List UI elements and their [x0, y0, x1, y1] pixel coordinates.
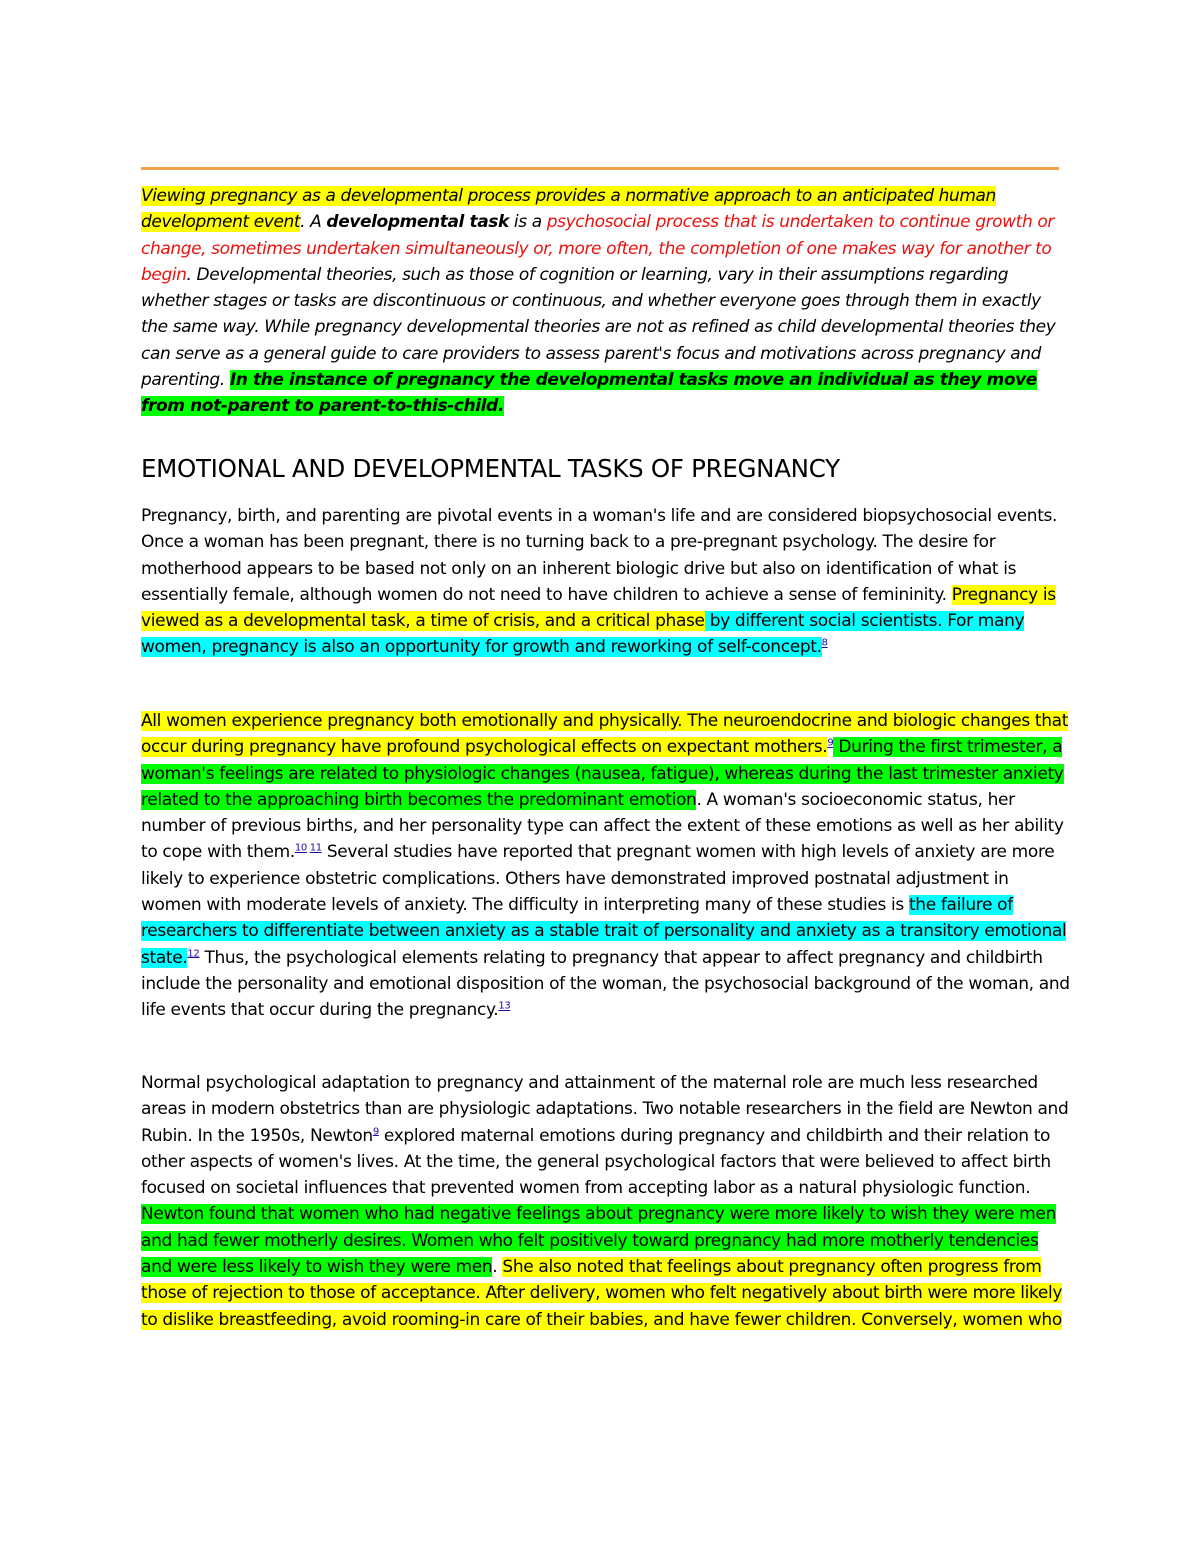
footnote-link[interactable]: 9 [372, 1125, 379, 1137]
highlight-green: During the first trimester, a woman's feelings are related to physiologic changes (nausea, fatigue), whereas during the last trimester anxiety related to the approaching birth becomes the predominant emotion [141, 737, 1064, 810]
intro-term: developmental task [326, 212, 509, 233]
footnote-ref[interactable] [498, 1001, 510, 1012]
paragraph-text: explored maternal emotions during pregnancy and childbirth and their relation to other aspects of women's lives. At the time, the general psychological factors that were believed to affect birth focused on societal influences that prevented women from accepting labor as a natural physiologic function. [141, 1125, 1051, 1199]
footnote-ref[interactable] [822, 638, 828, 649]
intro-red-text: psychosocial process that is undertaken to continue growth or change, sometimes undertaken simultaneously or, more often, the completion of one makes way for another to begin [141, 212, 1054, 285]
paragraph-text: Normal psychological adaptation to pregnancy and attainment of the maternal role are much less researched areas in modern obstetrics than are physiologic adaptations. Two notable researchers in the field are Newton and Rubin. In the 1950s, Newton [141, 1073, 1069, 1146]
paragraph-3 [141, 1070, 1071, 1333]
footnote-link[interactable]: 11 [309, 842, 322, 854]
intro-text: . Developmental theories, such as those of cognition or learning, vary in their assumptions regarding whether stages or tasks are discontinuous or continuous, and whether everyone goes through them in exactly the same way. While pregnancy developmental theories are not as refined as child developmental theories they can serve as a general guide to care providers to assess parent's focus and motivations across pregnancy and parenting. [141, 264, 1056, 391]
footnote-link[interactable]: 12 [187, 948, 200, 960]
highlight-yellow: Pregnancy is viewed as a developmental task, a time of crisis, and a critical phase [141, 584, 1056, 632]
footnote-link[interactable]: 13 [498, 1000, 511, 1012]
paragraph-text: Pregnancy, birth, and parenting are pivotal events in a woman's life and are considered biopsychosocial events. Once a woman has been pregnant, there is no turning back to a pre-pregnant psychology. The desire for motherhood appears to be based not only on an inherent biologic drive but also on identification of what is essentially female, although women do not need to have children to achieve a sense of femininity. [141, 506, 1058, 605]
intro-highlight-green: In the instance of pregnancy the developmental tasks move an individual as they move from not-parent to parent-to-this-child. [141, 370, 1037, 417]
header-rule [141, 167, 1059, 170]
footnote-ref[interactable] [187, 948, 199, 959]
intro-text: . A [300, 212, 327, 233]
paragraph-text: . [492, 1257, 503, 1278]
section-heading: EMOTIONAL AND DEVELOPMENTAL TASKS OF PREGNANCY [141, 454, 840, 483]
highlight-cyan: the failure of researchers to differentiate between anxiety as a stable trait of personality and anxiety as a transitory emotional state. [141, 895, 1067, 968]
intro-text: is a [508, 212, 547, 233]
highlight-yellow: She also noted that feelings about pregnancy often progress from those of rejection to those of acceptance. After delivery, women who felt negatively about birth were more likely to dislike breastfeeding, avoid rooming-in care of their babies, and have fewer children. Conversely, women who [141, 1257, 1063, 1330]
footnote-link[interactable]: 9 [827, 737, 834, 749]
paragraph-text: Several studies have reported that pregnant women with high levels of anxiety are more likely to experience obstetric complications. Others have demonstrated improved postnatal adjustment in women with moderate levels of anxiety. The difficulty in interpreting many of these studies is [141, 842, 1055, 916]
intro-highlight-yellow: Viewing pregnancy as a developmental process provides a normative approach to an anticipated human development event [141, 186, 996, 233]
footnote-link[interactable]: 10 [294, 842, 307, 854]
paragraph-2 [141, 708, 1071, 1024]
highlight-cyan: by different social scientists. For many women, pregnancy is also an opportunity for growth and reworking of self-concept. [141, 611, 1025, 658]
highlight-yellow: All women experience pregnancy both emotionally and physically. The neuroendocrine and biologic changes that occur during pregnancy have profound psychological effects on expectant mothers. [141, 711, 1069, 758]
footnote-ref[interactable] [295, 843, 322, 854]
intro-paragraph [141, 183, 1071, 420]
paragraph-text: Thus, the psychological elements relating to pregnancy that appear to affect pregnancy and childbirth include the personality and emotional disposition of the woman, the psychosocial background of the woman, and life events that occur during the pregnancy. [141, 947, 1070, 1021]
paragraph-1 [141, 503, 1071, 661]
footnote-link[interactable]: 8 [821, 637, 828, 649]
highlight-green: Newton found that women who had negative feelings about pregnancy were more likely to wish they were men and had fewer motherly desires. Women who felt positively toward pregnancy had more motherly tendencies and were less likely to wish they were men [141, 1204, 1056, 1278]
paragraph-text: . A woman's socioeconomic status, her number of previous births, and her personality type can affect the extent of these emotions as well as her ability to cope with them. [141, 789, 1064, 863]
